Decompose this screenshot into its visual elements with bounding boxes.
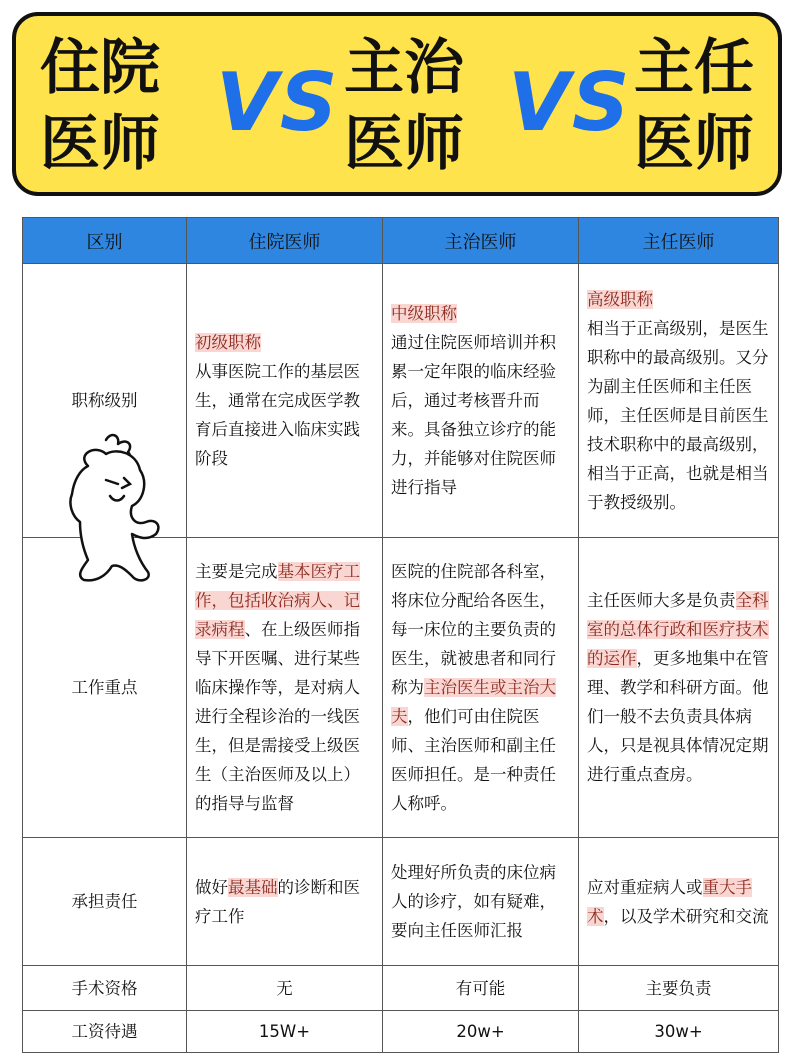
text-duty-resident-post: 的诊断和医疗工作 <box>195 877 360 926</box>
text-focus-chief-post: ，更多地集中在管理、教学和科研方面。他们一般不去负责具体病人，只是视具体情况定期进行重点查房。 <box>587 649 769 784</box>
cell-duty-resident <box>187 838 383 966</box>
header-attending: 主治医师 <box>383 218 579 264</box>
text-focus-attending-post: ，他们可由住院医师、主治医师和副主任医师担任。是一种责任人称呼。 <box>391 707 556 813</box>
cell-duty-attending <box>383 838 579 966</box>
cell-title-resident <box>187 264 383 538</box>
text-duty-chief-post: ，以及学术研究和交流 <box>603 906 769 926</box>
comparison-table <box>22 217 779 1053</box>
text-duty-attending: 处理好所负责的床位病人的诊疗，如有疑难，要向主任医师汇报 <box>391 863 556 940</box>
text-focus-resident-post: 、在上级医师指导下开医嘱、进行某些临床操作等，是对病人进行全程诊治的一线医生，但是需接受上级医生（主治医师及以上）的指导与监督 <box>195 620 360 813</box>
highlight-duty-chief: 重大手术 <box>587 877 752 926</box>
text-title-chief: 相当于正高级别，是医生职称中的最高级别。又分为副主任医师和主任医师，主任医师是目前医生技术职称中的最高级别，相当于正高，也就是相当于教授级别。 <box>587 318 769 512</box>
title-banner <box>12 12 782 196</box>
tag-senior: 高级职称 <box>587 289 653 309</box>
cell-surgery-attending: 有可能 <box>383 966 579 1011</box>
banner-vs-2: VS <box>508 56 632 149</box>
cartoon-bear-waving-icon <box>66 430 176 590</box>
cell-surgery-chief: 主要负责 <box>579 966 779 1011</box>
row-label-salary: 工资待遇 <box>23 1011 187 1053</box>
header-difference: 区别 <box>23 218 187 264</box>
tag-intermediate: 中级职称 <box>391 304 457 323</box>
banner-vs-1: VS <box>216 56 340 149</box>
cell-title-chief <box>579 264 779 538</box>
table-row-salary <box>23 1011 779 1053</box>
highlight-duty-resident: 最基础 <box>228 877 278 897</box>
cell-focus-chief <box>579 538 779 838</box>
cell-surgery-resident: 无 <box>187 966 383 1011</box>
text-duty-chief-pre: 应对重症病人或 <box>587 877 703 897</box>
row-label-title: 职称级别 <box>23 264 187 538</box>
highlight-focus-attending: 主治医生或主治大夫 <box>391 678 556 726</box>
table-row-surgery <box>23 966 779 1011</box>
cell-salary-attending: 20w+ <box>383 1011 579 1053</box>
highlight-focus-resident: 基本医疗工作，包括收治病人、记录病程 <box>195 562 360 639</box>
table-header-row <box>23 218 779 264</box>
banner-col1-line2: 医师 <box>40 109 160 179</box>
header-chief: 主任医师 <box>579 218 779 264</box>
text-focus-chief-pre: 主任医师大多是负责 <box>587 591 736 610</box>
text-title-resident: 从事医院工作的基层医生，通常在完成医学教育后直接进入临床实践阶段 <box>195 362 360 468</box>
cell-focus-attending <box>383 538 579 838</box>
cell-focus-resident <box>187 538 383 838</box>
text-title-attending: 通过住院医师培训并积累一定年限的临床经验后，通过考核晋升而来。具备独立诊疗的能力，并能够对住院医师进行指导 <box>391 333 556 497</box>
banner-col3-line2: 医师 <box>634 109 754 179</box>
banner-col3-line1: 主任 <box>634 33 754 103</box>
row-label-focus: 工作重点 <box>23 538 187 838</box>
banner-col1-line1: 住院 <box>40 33 160 103</box>
banner-col2-line2: 医师 <box>344 109 464 179</box>
row-label-surgery: 手术资格 <box>23 966 187 1011</box>
tag-junior: 初级职称 <box>195 333 261 352</box>
text-duty-resident-pre: 做好 <box>195 877 228 897</box>
table-row-duty <box>23 838 779 966</box>
text-focus-resident-pre: 主要是完成 <box>195 562 278 581</box>
row-label-duty: 承担责任 <box>23 838 187 966</box>
text-focus-attending-pre: 医院的住院部各科室，将床位分配给各医生，每一床位的主要负责的医生，就被患者和同行称为 <box>391 562 556 697</box>
cell-duty-chief <box>579 838 779 966</box>
header-resident: 住院医师 <box>187 218 383 264</box>
highlight-focus-chief: 全科室的总体行政和医疗技术的运作 <box>587 591 769 668</box>
cell-salary-resident: 15W+ <box>187 1011 383 1053</box>
cell-title-attending <box>383 264 579 538</box>
banner-col2-line1: 主治 <box>344 33 464 103</box>
cell-salary-chief: 30w+ <box>579 1011 779 1053</box>
